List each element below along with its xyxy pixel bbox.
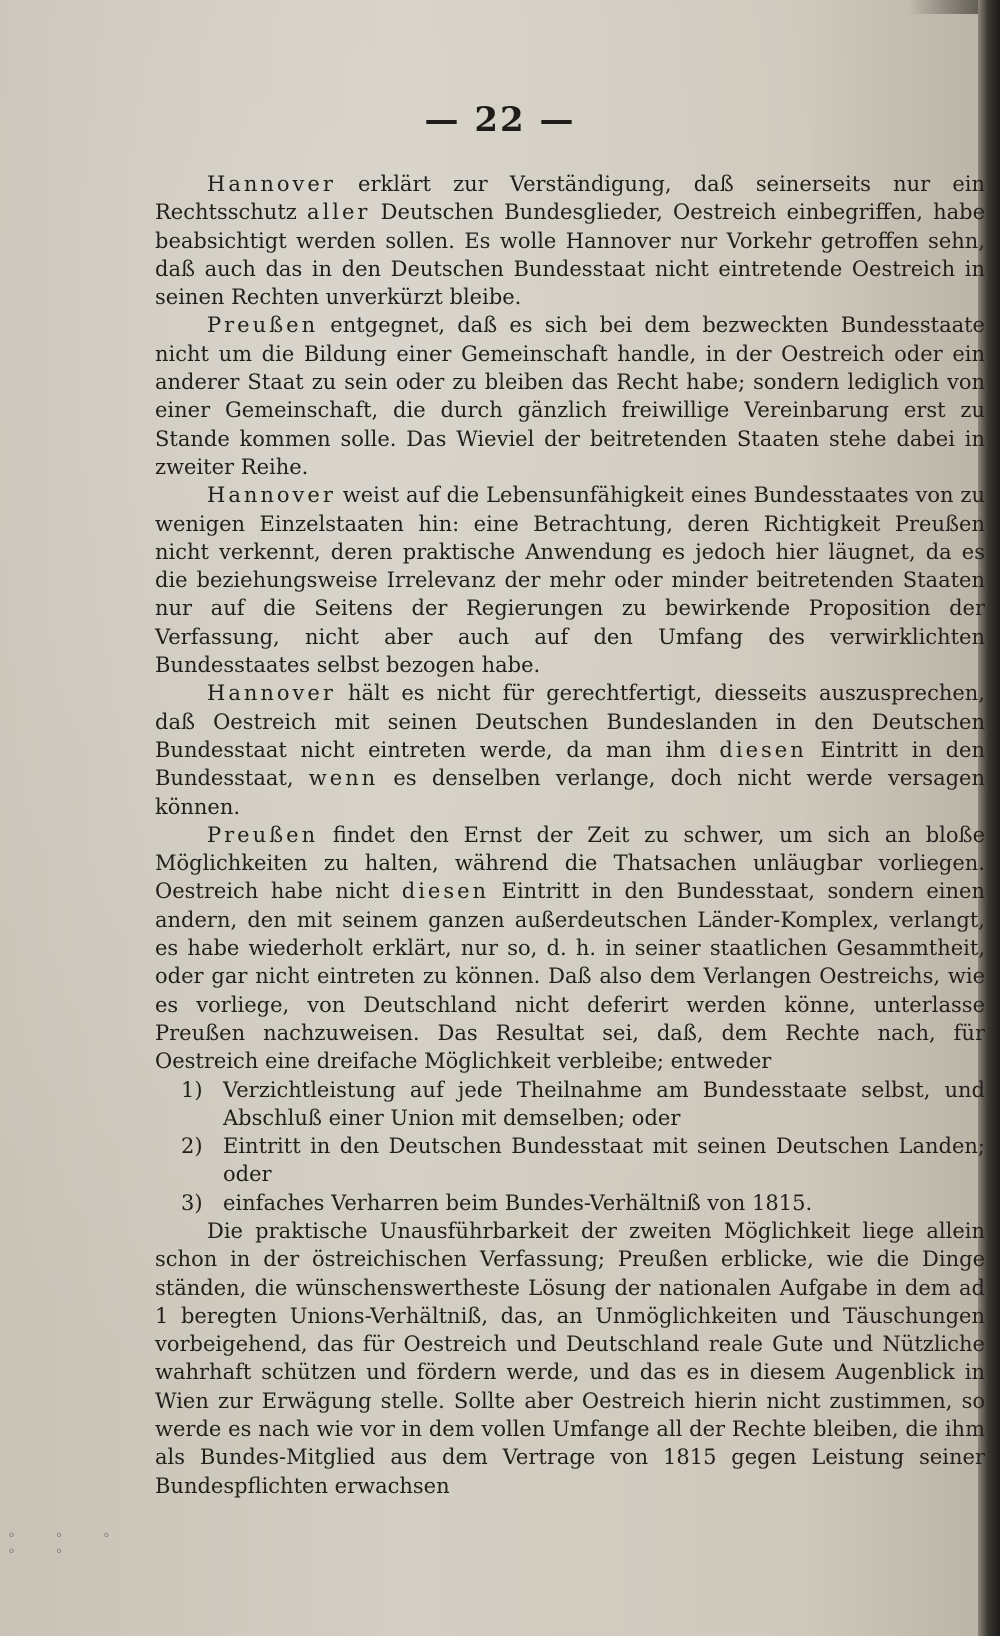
list-number: 3) <box>181 1190 203 1215</box>
paragraph-3 <box>155 481 985 679</box>
emphasis-text: diesen <box>401 879 490 904</box>
speaker-name: Hannover <box>207 681 336 706</box>
paragraph-text: Eintritt in den Bundesstaat, <box>155 737 985 791</box>
list-item-text: Eintritt in den Deutschen Bundesstaat mit seinen Deutschen Landen; oder <box>223 1134 985 1187</box>
paragraph-text: findet den Ernst der Zeit zu schwer, um sich an bloße Möglichkeiten zu halten, während die Thatsachen unläugbar vorliegen. Oestreich habe nicht <box>155 822 985 904</box>
speaker-name: Hannover <box>207 172 336 196</box>
paragraph-text: weist auf die Lebensunfähigkeit eines Bundesstaates von zu wenigen Einzelstaaten hin: eine Betrachtung, deren Richtigkeit Preußen nicht verkennt, deren praktische Anwendung es jedoch hier läugnet, da es die beziehungsweise Irrelevanz der mehr oder minder beitretenden Staaten nur auf die Seitens der Regierungen zu bewirkende Proposition der Verfassung, nicht aber auch auf den Umfang des verwirklichten Bundesstaates selbst bezogen habe. <box>155 483 985 678</box>
paragraph-text: Eintritt in den Bundesstaat, sondern einen andern, den mit seinem ganzen außerdeutschen Länder-Komplex, verlangt, es habe wiederholt erklärt, nur so, d. h. in seiner staatlichen Gesammtheit, oder gar nicht eintreten zu können. Daß also dem Verlangen Oestreichs, wie es vorliege, von Deutschland nicht deferirt werden könne, unterlasse Preußen nachzuweisen. Das Resultat sei, daß, dem Rechte nach, für Oestreich eine dreifache Möglichkeit verbleibe; entweder <box>155 879 985 1074</box>
page-number: — 22 — <box>424 100 576 140</box>
list-number: 1) <box>181 1077 203 1102</box>
list-item <box>155 1189 985 1217</box>
emphasis-text: wenn <box>308 766 379 791</box>
emphasis-text: aller <box>307 200 371 225</box>
paragraph-text: erklärt zur Verständigung, daß seinerseits nur ein Rechtsschutz <box>155 172 985 225</box>
paragraph-2 <box>155 311 985 481</box>
list-item <box>155 1132 985 1189</box>
list-item-text: Verzichtleistung auf jede Theilnahme am Bundesstaate selbst, und Abschluß einer Union mit demselben; oder <box>223 1077 985 1130</box>
paragraph-text: es denselben verlange, doch nicht werde versagen können. <box>155 766 985 819</box>
speaker-name: Preußen <box>207 822 319 847</box>
closing-paragraph: Die praktische Unausführbarkeit der zweiten Möglichkeit liege allein schon in der östreichischen Verfassung; Preußen erblicke, wie die Dinge ständen, die wünschenswertheste Lösung der nationalen Aufgabe in dem ad 1 beregten Unions-Verhältniß, das, an Unmöglichkeiten und Täuschungen vorbeigehend, das für Oestreich und Deutschland reale Gute und Nützliche wahrhaft schützen und fördern werde, und das es in diesem Augenblick in Wien zur Erwägung stelle. Sollte aber Oestreich hierin nicht zustimmen, so werde es nach wie vor in dem vollen Umfange all der Rechte bleiben, die ihm als Bundes-Mitglied aus dem Vertrage von 1815 gegen Leistung seiner Bundespflichten erwachsen <box>155 1218 985 1498</box>
paragraph-1 <box>155 170 985 311</box>
paragraph-text: hält es nicht für gerechtfertigt, diesseits auszusprechen, daß Oestreich mit seinen Deutschen Bundeslanden in den Deutschen Bundesstaat nicht eintreten werde, da man ihm <box>155 681 985 762</box>
list-item <box>155 1076 985 1133</box>
paragraph-text: Deutschen Bundesglieder, Oestreich einbegriffen, habe beabsichtigt werden sollen. Es wolle Hannover nur Vorkehr getroffen sehn, daß auch das in den Deutschen Bundesstaat nicht eintretende Oestreich in seinen Rechten unverkürzt bleibe. <box>155 200 985 310</box>
list-item-text: einfaches Verharren beim Bundes-Verhältniß von 1815. <box>223 1190 813 1215</box>
margin-marks: ° ° ° ° ° <box>8 1531 128 1563</box>
page-edge-shadow <box>908 0 978 14</box>
speaker-name: Hannover <box>207 483 336 508</box>
list-number: 2) <box>181 1134 203 1159</box>
paragraph-4 <box>155 679 985 820</box>
paragraph-text: entgegnet, daß es sich bei dem bezweckten Bundesstaate nicht um die Bildung einer Gemeinschaft handle, in der Oestreich oder ein anderer Staat zu sein oder zu bleiben das Recht habe; sondern lediglich von einer Gemeinschaft, die durch gänzlich freiwillige Vereinbarung erst zu Stande kommen solle. Das Wieviel der beitretenden Staaten stehe dabei in zweiter Reihe. <box>155 313 985 479</box>
paragraph-5 <box>155 821 985 1076</box>
emphasis-text: diesen <box>719 737 807 762</box>
body-text <box>155 170 985 1500</box>
speaker-name: Preußen <box>207 313 319 338</box>
